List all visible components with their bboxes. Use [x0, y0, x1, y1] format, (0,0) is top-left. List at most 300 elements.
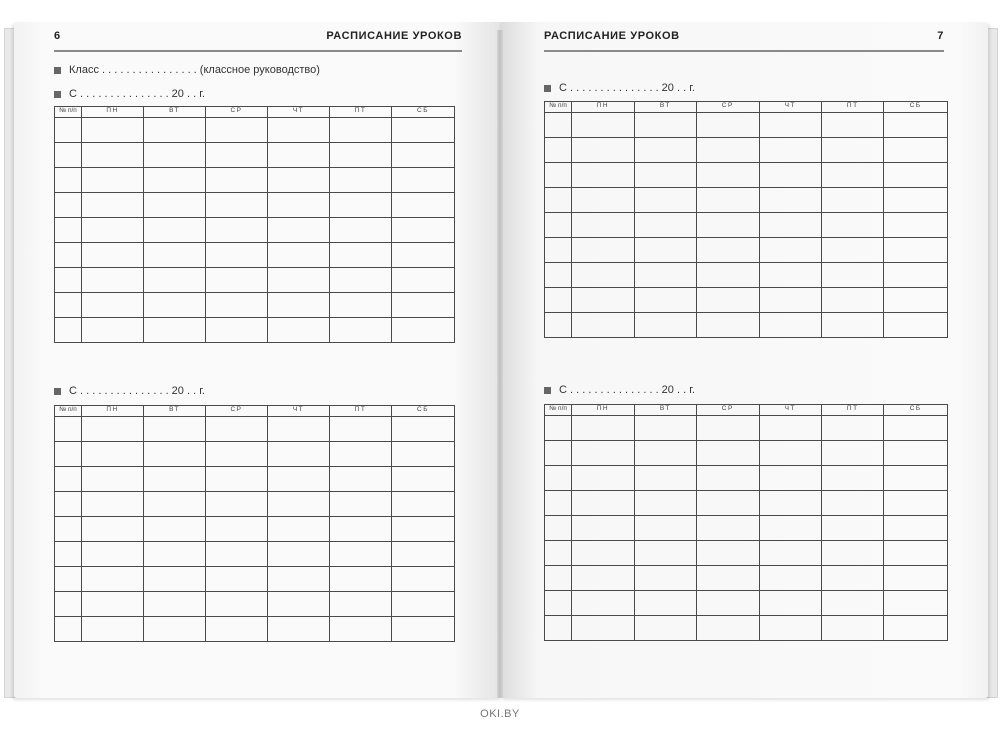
- table-cell: [206, 617, 268, 642]
- table-row: [545, 516, 948, 541]
- table-cell: [697, 113, 759, 138]
- table-cell: [82, 168, 144, 193]
- table-cell: [759, 566, 821, 591]
- page-number: 7: [937, 30, 944, 42]
- table-cell: [634, 516, 696, 541]
- table-cell: [268, 517, 330, 542]
- table-cell: [572, 466, 634, 491]
- table-cell: [330, 542, 392, 567]
- table-cell: [55, 617, 82, 642]
- table-cell: [545, 238, 572, 263]
- table-row: [545, 466, 948, 491]
- class-line-text: Класс . . . . . . . . . . . . . . . . (классное руководство): [69, 64, 320, 76]
- table-cell: [206, 268, 268, 293]
- table-cell: [545, 441, 572, 466]
- table-cell: [884, 188, 948, 213]
- table-row: [545, 616, 948, 641]
- table-cell: [545, 541, 572, 566]
- table-cell: [330, 318, 392, 343]
- table-row: [55, 517, 455, 542]
- table-cell: [206, 293, 268, 318]
- table-cell: [545, 313, 572, 338]
- table-cell: [330, 168, 392, 193]
- table-cell: [697, 138, 759, 163]
- table-cell: [330, 268, 392, 293]
- table-cell: [697, 591, 759, 616]
- table-cell: [82, 592, 144, 617]
- column-header: ПТ: [330, 406, 392, 417]
- column-header: СБ: [392, 107, 455, 118]
- table-cell: [144, 442, 206, 467]
- table-cell: [545, 188, 572, 213]
- table-cell: [822, 163, 884, 188]
- table-cell: [634, 163, 696, 188]
- bullet-icon: [544, 85, 551, 92]
- table-cell: [697, 516, 759, 541]
- table-cell: [268, 567, 330, 592]
- table-cell: [392, 143, 455, 168]
- table-cell: [545, 163, 572, 188]
- column-header: ПН: [572, 405, 634, 416]
- table-cell: [697, 491, 759, 516]
- table-cell: [144, 268, 206, 293]
- column-header: ВТ: [634, 102, 696, 113]
- table-cell: [206, 492, 268, 517]
- table-cell: [392, 617, 455, 642]
- column-header: ЧТ: [268, 406, 330, 417]
- table-cell: [822, 616, 884, 641]
- table-cell: [572, 213, 634, 238]
- table-cell: [572, 313, 634, 338]
- header-rule: [544, 50, 944, 52]
- column-header: ВТ: [634, 405, 696, 416]
- table-cell: [330, 243, 392, 268]
- column-header: ВТ: [144, 107, 206, 118]
- table-cell: [759, 516, 821, 541]
- column-header: ПН: [572, 102, 634, 113]
- table-cell: [822, 466, 884, 491]
- table-cell: [759, 288, 821, 313]
- table-cell: [697, 288, 759, 313]
- column-header: СБ: [884, 102, 948, 113]
- column-header: ПН: [82, 107, 144, 118]
- table-cell: [545, 491, 572, 516]
- table-cell: [697, 416, 759, 441]
- table-cell: [392, 318, 455, 343]
- right-page-header: [544, 30, 944, 48]
- table-cell: [330, 193, 392, 218]
- table-row: [545, 138, 948, 163]
- table-cell: [884, 288, 948, 313]
- column-header: № п/п: [545, 102, 572, 113]
- table-cell: [822, 416, 884, 441]
- table-cell: [634, 616, 696, 641]
- table-cell: [822, 491, 884, 516]
- table-cell: [206, 243, 268, 268]
- column-header: № п/п: [55, 406, 82, 417]
- table-cell: [206, 193, 268, 218]
- class-line: [54, 64, 320, 76]
- table-cell: [759, 188, 821, 213]
- table-header-row: [55, 406, 455, 417]
- table-cell: [82, 118, 144, 143]
- table-cell: [392, 492, 455, 517]
- table-cell: [572, 516, 634, 541]
- table-cell: [392, 417, 455, 442]
- table-cell: [144, 168, 206, 193]
- table-cell: [392, 517, 455, 542]
- table-cell: [697, 213, 759, 238]
- table-cell: [822, 238, 884, 263]
- table-cell: [697, 541, 759, 566]
- table-cell: [82, 143, 144, 168]
- table-cell: [572, 288, 634, 313]
- table-cell: [330, 492, 392, 517]
- table-cell: [330, 143, 392, 168]
- period-line-text: С . . . . . . . . . . . . . . . 20 . . г.: [559, 384, 695, 396]
- table-cell: [82, 567, 144, 592]
- table-cell: [697, 313, 759, 338]
- table-cell: [55, 492, 82, 517]
- table-row: [55, 243, 455, 268]
- table-row: [55, 268, 455, 293]
- table-cell: [206, 168, 268, 193]
- table-cell: [697, 466, 759, 491]
- table-cell: [330, 442, 392, 467]
- table-cell: [884, 238, 948, 263]
- table-row: [545, 591, 948, 616]
- table-cell: [634, 238, 696, 263]
- table-cell: [884, 138, 948, 163]
- table-cell: [268, 193, 330, 218]
- table-cell: [545, 591, 572, 616]
- table-cell: [545, 416, 572, 441]
- table-cell: [268, 467, 330, 492]
- table-cell: [330, 617, 392, 642]
- table-cell: [55, 118, 82, 143]
- period-line-text: С . . . . . . . . . . . . . . . 20 . . г.: [69, 88, 205, 100]
- table-cell: [822, 591, 884, 616]
- table-row: [545, 263, 948, 288]
- table-cell: [572, 416, 634, 441]
- table-cell: [392, 243, 455, 268]
- right-page: [500, 22, 988, 698]
- table-cell: [884, 591, 948, 616]
- column-header: СБ: [392, 406, 455, 417]
- table-cell: [822, 138, 884, 163]
- table-cell: [268, 592, 330, 617]
- table-cell: [144, 467, 206, 492]
- header-rule: [54, 50, 462, 52]
- table-cell: [759, 491, 821, 516]
- table-cell: [82, 467, 144, 492]
- table-cell: [55, 218, 82, 243]
- table-cell: [55, 442, 82, 467]
- table-row: [55, 417, 455, 442]
- table-cell: [545, 566, 572, 591]
- table-cell: [572, 163, 634, 188]
- column-header: ВТ: [144, 406, 206, 417]
- bullet-icon: [54, 91, 61, 98]
- table-cell: [822, 113, 884, 138]
- table-row: [545, 238, 948, 263]
- column-header: № п/п: [545, 405, 572, 416]
- table-cell: [884, 263, 948, 288]
- table-cell: [822, 441, 884, 466]
- table-row: [55, 492, 455, 517]
- table-cell: [822, 213, 884, 238]
- table-cell: [82, 617, 144, 642]
- table-cell: [884, 213, 948, 238]
- table-cell: [82, 218, 144, 243]
- table-cell: [206, 517, 268, 542]
- table-cell: [884, 113, 948, 138]
- table-cell: [330, 118, 392, 143]
- table-row: [55, 168, 455, 193]
- table-cell: [884, 163, 948, 188]
- table-cell: [884, 616, 948, 641]
- table-cell: [634, 566, 696, 591]
- period-line: [54, 385, 205, 397]
- table-cell: [545, 138, 572, 163]
- column-header: СР: [697, 405, 759, 416]
- table-cell: [144, 293, 206, 318]
- table-cell: [144, 218, 206, 243]
- bullet-icon: [544, 387, 551, 394]
- table-cell: [55, 243, 82, 268]
- table-cell: [144, 243, 206, 268]
- table-cell: [545, 263, 572, 288]
- table-cell: [268, 617, 330, 642]
- table-cell: [634, 188, 696, 213]
- table-cell: [392, 542, 455, 567]
- table-cell: [545, 213, 572, 238]
- table-row: [55, 442, 455, 467]
- table-cell: [55, 417, 82, 442]
- table-cell: [82, 243, 144, 268]
- period-line-text: С . . . . . . . . . . . . . . . 20 . . г.: [559, 82, 695, 94]
- table-cell: [268, 218, 330, 243]
- table-row: [55, 293, 455, 318]
- table-cell: [392, 168, 455, 193]
- table-row: [545, 163, 948, 188]
- table-cell: [697, 441, 759, 466]
- table-cell: [392, 193, 455, 218]
- table-cell: [634, 313, 696, 338]
- column-header: СР: [697, 102, 759, 113]
- table-cell: [545, 516, 572, 541]
- table-cell: [82, 293, 144, 318]
- bullet-icon: [54, 67, 61, 74]
- table-cell: [206, 417, 268, 442]
- table-cell: [545, 113, 572, 138]
- table-cell: [545, 466, 572, 491]
- column-header: СБ: [884, 405, 948, 416]
- table-cell: [572, 616, 634, 641]
- table-cell: [144, 542, 206, 567]
- table-cell: [55, 517, 82, 542]
- table-cell: [634, 213, 696, 238]
- table-cell: [634, 591, 696, 616]
- book-spine: [497, 30, 503, 698]
- period-line: [54, 88, 205, 100]
- table-cell: [545, 616, 572, 641]
- column-header: ПТ: [822, 102, 884, 113]
- table-cell: [82, 517, 144, 542]
- table-row: [55, 193, 455, 218]
- table-cell: [144, 143, 206, 168]
- table-cell: [55, 542, 82, 567]
- table-cell: [144, 492, 206, 517]
- table-row: [545, 288, 948, 313]
- table-cell: [634, 491, 696, 516]
- table-cell: [268, 542, 330, 567]
- table-cell: [884, 416, 948, 441]
- table-cell: [55, 143, 82, 168]
- table-cell: [392, 592, 455, 617]
- table-row: [55, 592, 455, 617]
- watermark: OKI.BY: [480, 708, 520, 720]
- table-cell: [206, 143, 268, 168]
- page-number: 6: [54, 30, 61, 42]
- table-cell: [82, 318, 144, 343]
- page-title: РАСПИСАНИЕ УРОКОВ: [326, 30, 462, 42]
- table-cell: [822, 188, 884, 213]
- table-cell: [634, 113, 696, 138]
- table-cell: [634, 288, 696, 313]
- table-row: [545, 188, 948, 213]
- table-row: [55, 617, 455, 642]
- bullet-icon: [54, 388, 61, 395]
- table-cell: [759, 163, 821, 188]
- table-cell: [759, 113, 821, 138]
- table-cell: [697, 263, 759, 288]
- table-cell: [759, 138, 821, 163]
- table-cell: [330, 218, 392, 243]
- table-cell: [634, 416, 696, 441]
- table-cell: [330, 517, 392, 542]
- table-cell: [268, 293, 330, 318]
- table-row: [55, 542, 455, 567]
- table-cell: [884, 491, 948, 516]
- table-row: [545, 566, 948, 591]
- table-cell: [206, 218, 268, 243]
- table-cell: [268, 268, 330, 293]
- table-cell: [822, 541, 884, 566]
- table-cell: [55, 168, 82, 193]
- table-cell: [697, 616, 759, 641]
- table-cell: [634, 466, 696, 491]
- table-cell: [206, 318, 268, 343]
- table-cell: [268, 118, 330, 143]
- table-cell: [759, 441, 821, 466]
- table-cell: [206, 567, 268, 592]
- table-cell: [884, 466, 948, 491]
- table-cell: [759, 466, 821, 491]
- table-cell: [884, 313, 948, 338]
- table-row: [545, 491, 948, 516]
- table-cell: [55, 567, 82, 592]
- table-cell: [55, 592, 82, 617]
- column-header: ПТ: [330, 107, 392, 118]
- column-header: № п/п: [55, 107, 82, 118]
- table-cell: [759, 416, 821, 441]
- table-cell: [330, 592, 392, 617]
- table-cell: [572, 491, 634, 516]
- table-cell: [82, 268, 144, 293]
- table-cell: [697, 188, 759, 213]
- schedule-table: [544, 101, 948, 338]
- table-cell: [144, 592, 206, 617]
- table-cell: [268, 168, 330, 193]
- table-cell: [884, 566, 948, 591]
- table-cell: [572, 188, 634, 213]
- table-row: [55, 118, 455, 143]
- table-cell: [697, 238, 759, 263]
- table-cell: [206, 592, 268, 617]
- table-cell: [268, 243, 330, 268]
- table-cell: [697, 163, 759, 188]
- table-cell: [759, 263, 821, 288]
- column-header: ЧТ: [759, 405, 821, 416]
- table-cell: [759, 541, 821, 566]
- table-cell: [144, 617, 206, 642]
- schedule-table: [544, 404, 948, 641]
- table-cell: [697, 566, 759, 591]
- column-header: ПТ: [822, 405, 884, 416]
- table-cell: [822, 566, 884, 591]
- table-header-row: [55, 107, 455, 118]
- table-cell: [759, 591, 821, 616]
- table-cell: [392, 567, 455, 592]
- table-cell: [572, 238, 634, 263]
- table-row: [545, 416, 948, 441]
- table-cell: [884, 441, 948, 466]
- table-cell: [268, 492, 330, 517]
- table-cell: [822, 313, 884, 338]
- table-row: [545, 313, 948, 338]
- table-cell: [392, 118, 455, 143]
- table-cell: [144, 193, 206, 218]
- column-header: СР: [206, 107, 268, 118]
- table-cell: [572, 441, 634, 466]
- table-cell: [572, 591, 634, 616]
- table-cell: [572, 138, 634, 163]
- table-cell: [55, 293, 82, 318]
- table-cell: [268, 318, 330, 343]
- table-cell: [572, 541, 634, 566]
- left-page-header: [54, 30, 462, 48]
- table-cell: [144, 567, 206, 592]
- column-header: ЧТ: [759, 102, 821, 113]
- table-cell: [545, 288, 572, 313]
- table-cell: [330, 293, 392, 318]
- table-cell: [822, 288, 884, 313]
- table-row: [545, 213, 948, 238]
- table-row: [55, 467, 455, 492]
- table-cell: [144, 417, 206, 442]
- table-cell: [268, 143, 330, 168]
- table-header-row: [545, 405, 948, 416]
- table-cell: [759, 238, 821, 263]
- table-cell: [634, 263, 696, 288]
- table-row: [545, 441, 948, 466]
- table-cell: [144, 517, 206, 542]
- column-header: ЧТ: [268, 107, 330, 118]
- table-cell: [572, 566, 634, 591]
- table-row: [545, 541, 948, 566]
- table-cell: [634, 541, 696, 566]
